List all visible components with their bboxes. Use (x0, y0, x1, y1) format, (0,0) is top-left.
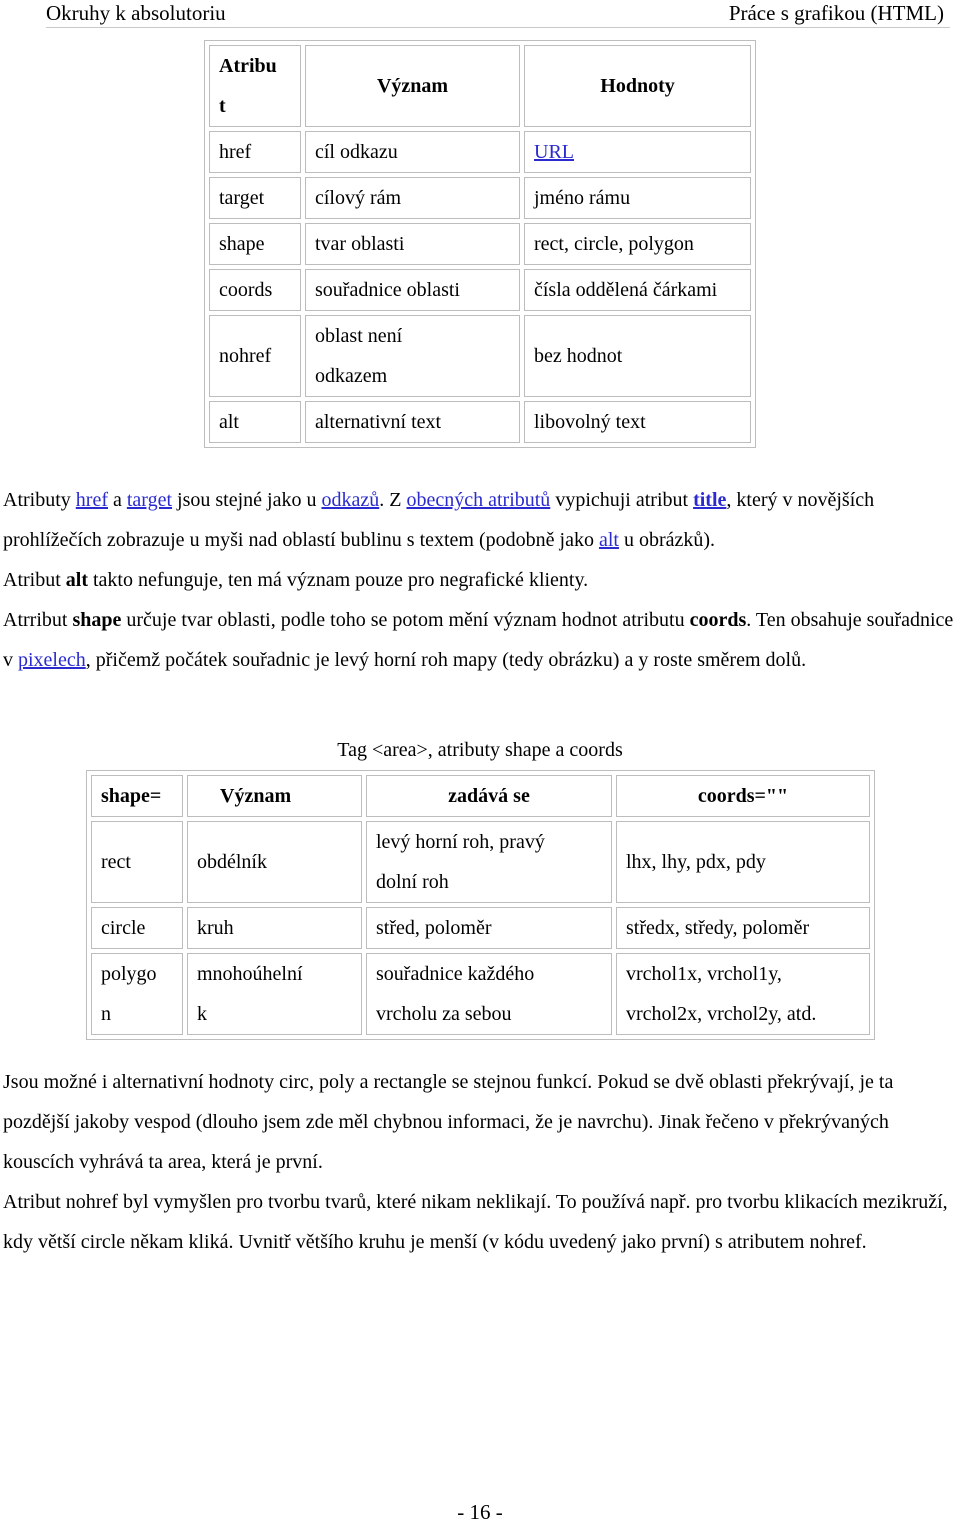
table-row (209, 131, 751, 173)
cell-shape: circle (91, 907, 183, 949)
paragraph-attributes (3, 480, 958, 600)
table-header-row (209, 45, 751, 127)
cell-shape: rect (91, 821, 183, 903)
cell-attr: coords (209, 269, 301, 311)
cell-entry-line1: levý horní roh, pravý (376, 831, 545, 853)
header-attr (209, 45, 301, 127)
text: určuje tvar oblasti, podle toho se potom mění význam hodnot atributu (121, 609, 690, 631)
text: vypichuji atribut (550, 489, 694, 511)
text: . Z (379, 489, 407, 511)
pixelech-link[interactable]: pixelech (18, 649, 86, 671)
paragraph-shape (3, 600, 958, 680)
cell-meaning: obdélník (187, 821, 362, 903)
table-row (91, 953, 870, 1035)
text: u obrázků). (618, 529, 716, 551)
cell-values: libovolný text (524, 401, 751, 443)
cell-meaning-line2: k (197, 1003, 207, 1025)
cell-meaning: tvar oblasti (305, 223, 520, 265)
header-values: Hodnoty (524, 45, 751, 127)
cell-meaning-line2: odkazem (315, 365, 388, 387)
cell-coords: středx, středy, poloměr (616, 907, 870, 949)
cell-entry-line1: souřadnice každého (376, 963, 535, 985)
title-link[interactable]: title (693, 489, 727, 511)
text: Atrribut (3, 609, 73, 631)
cell-attr: shape (209, 223, 301, 265)
cell-coords-line2: vrchol2x, vrchol2y, atd. (626, 1003, 817, 1025)
cell-entry-line2: vrcholu za sebou (376, 1003, 512, 1025)
cell-meaning: alternativní text (305, 401, 520, 443)
header-attr-line2: t (219, 95, 226, 117)
paragraph-alternatives: Jsou možné i alternativní hodnoty circ, poly a rectangle se stejnou funkcí. Pokud se dvě oblasti překrývají, je ta pozdější jakoby vespod (dlouho jsem zde měl chybnou informaci, že je navrchu). Jinak řečeno v překrývaných kouscích vyhrává ta area, která je první. (3, 1071, 894, 1173)
cell-meaning: cíl odkazu (305, 131, 520, 173)
obecnych-atributu-link[interactable]: obecných atributů (406, 489, 551, 511)
cell-entry (366, 821, 612, 903)
target-link[interactable]: target (126, 489, 173, 511)
cell-values: jméno rámu (524, 177, 751, 219)
cell-meaning: kruh (187, 907, 362, 949)
text: Atribut (3, 569, 66, 591)
cell-meaning: cílový rám (305, 177, 520, 219)
header-meaning: Význam (187, 775, 362, 817)
table-header-row (91, 775, 870, 817)
table-row (209, 315, 751, 397)
text: . Ten obsahuje souřadnice v (3, 609, 954, 671)
cell-meaning (187, 953, 362, 1035)
table-row (209, 269, 751, 311)
text: jsou stejné jako u (172, 489, 322, 511)
header-attr-line1: Atribu (219, 55, 277, 77)
cell-coords (616, 953, 870, 1035)
cell-values (524, 131, 751, 173)
cell-meaning: souřadnice oblasti (305, 269, 520, 311)
table-row (91, 907, 870, 949)
cell-coords-line1: vrchol1x, vrchol1y, (626, 963, 782, 985)
cell-shape-line1: polygo (101, 963, 157, 985)
cell-coords: lhx, lhy, pdx, pdy (616, 821, 870, 903)
cell-meaning (305, 315, 520, 397)
cell-entry-line2: dolní roh (376, 871, 449, 893)
bold-coords: coords (689, 609, 747, 631)
table-row (209, 223, 751, 265)
cell-meaning-line1: oblast není (315, 325, 403, 347)
shapes-table (86, 770, 875, 1040)
text: takto nefunguje, ten má význam pouze pro negrafické klienty. (88, 569, 589, 591)
cell-meaning-line1: mnohoúhelní (197, 963, 303, 985)
cell-entry: střed, poloměr (366, 907, 612, 949)
header-course-title: Okruhy k absolutoriu (46, 1, 226, 25)
header-meaning: Význam (305, 45, 520, 127)
table-caption: Tag <area>, atributy shape a coords (337, 739, 623, 761)
cell-attr: nohref (209, 315, 301, 397)
text: , přičemž počátek souřadnic je levý horní roh mapy (tedy obrázku) a y roste směrem dolů. (85, 649, 807, 671)
table-row (91, 821, 870, 903)
header-entry: zadává se (366, 775, 612, 817)
cell-attr: alt (209, 401, 301, 443)
text: a (107, 489, 127, 511)
page-header (0, 0, 960, 28)
href-link[interactable]: href (75, 489, 108, 511)
alt-link[interactable]: alt (598, 529, 619, 551)
header-shape: shape= (91, 775, 183, 817)
header-chapter-title: Práce s grafikou (HTML) (728, 1, 944, 25)
cell-shape (91, 953, 183, 1035)
cell-entry (366, 953, 612, 1035)
table-row (209, 401, 751, 443)
cell-attr: target (209, 177, 301, 219)
odkazu-link[interactable]: odkazů (321, 489, 380, 511)
text: , který v novějších prohlížečích zobrazuje u myši nad oblastí bublinu s textem (podobně jako (3, 489, 875, 551)
header-coords: coords="" (616, 775, 870, 817)
cell-values: bez hodnot (524, 315, 751, 397)
page-number: - 16 - (457, 1500, 503, 1524)
attributes-table (204, 40, 756, 448)
header-divider (46, 27, 950, 28)
cell-values: rect, circle, polygon (524, 223, 751, 265)
bold-shape: shape (72, 609, 122, 631)
cell-values: čísla oddělená čárkami (524, 269, 751, 311)
cell-shape-line2: n (101, 1003, 111, 1025)
url-link[interactable]: URL (534, 141, 574, 163)
text: Atributy (3, 489, 76, 511)
table-row (209, 177, 751, 219)
cell-attr: href (209, 131, 301, 173)
paragraph-nohref: Atribut nohref byl vymyšlen pro tvorbu tvarů, které nikam neklikají. To používá např. pro tvorbu klikacích mezikruží, kdy větší circle někam kliká. Uvnitř většího kruhu je menší (v kódu uvedený jako první) s atributem nohref. (3, 1191, 948, 1253)
bold-alt: alt (65, 569, 88, 591)
